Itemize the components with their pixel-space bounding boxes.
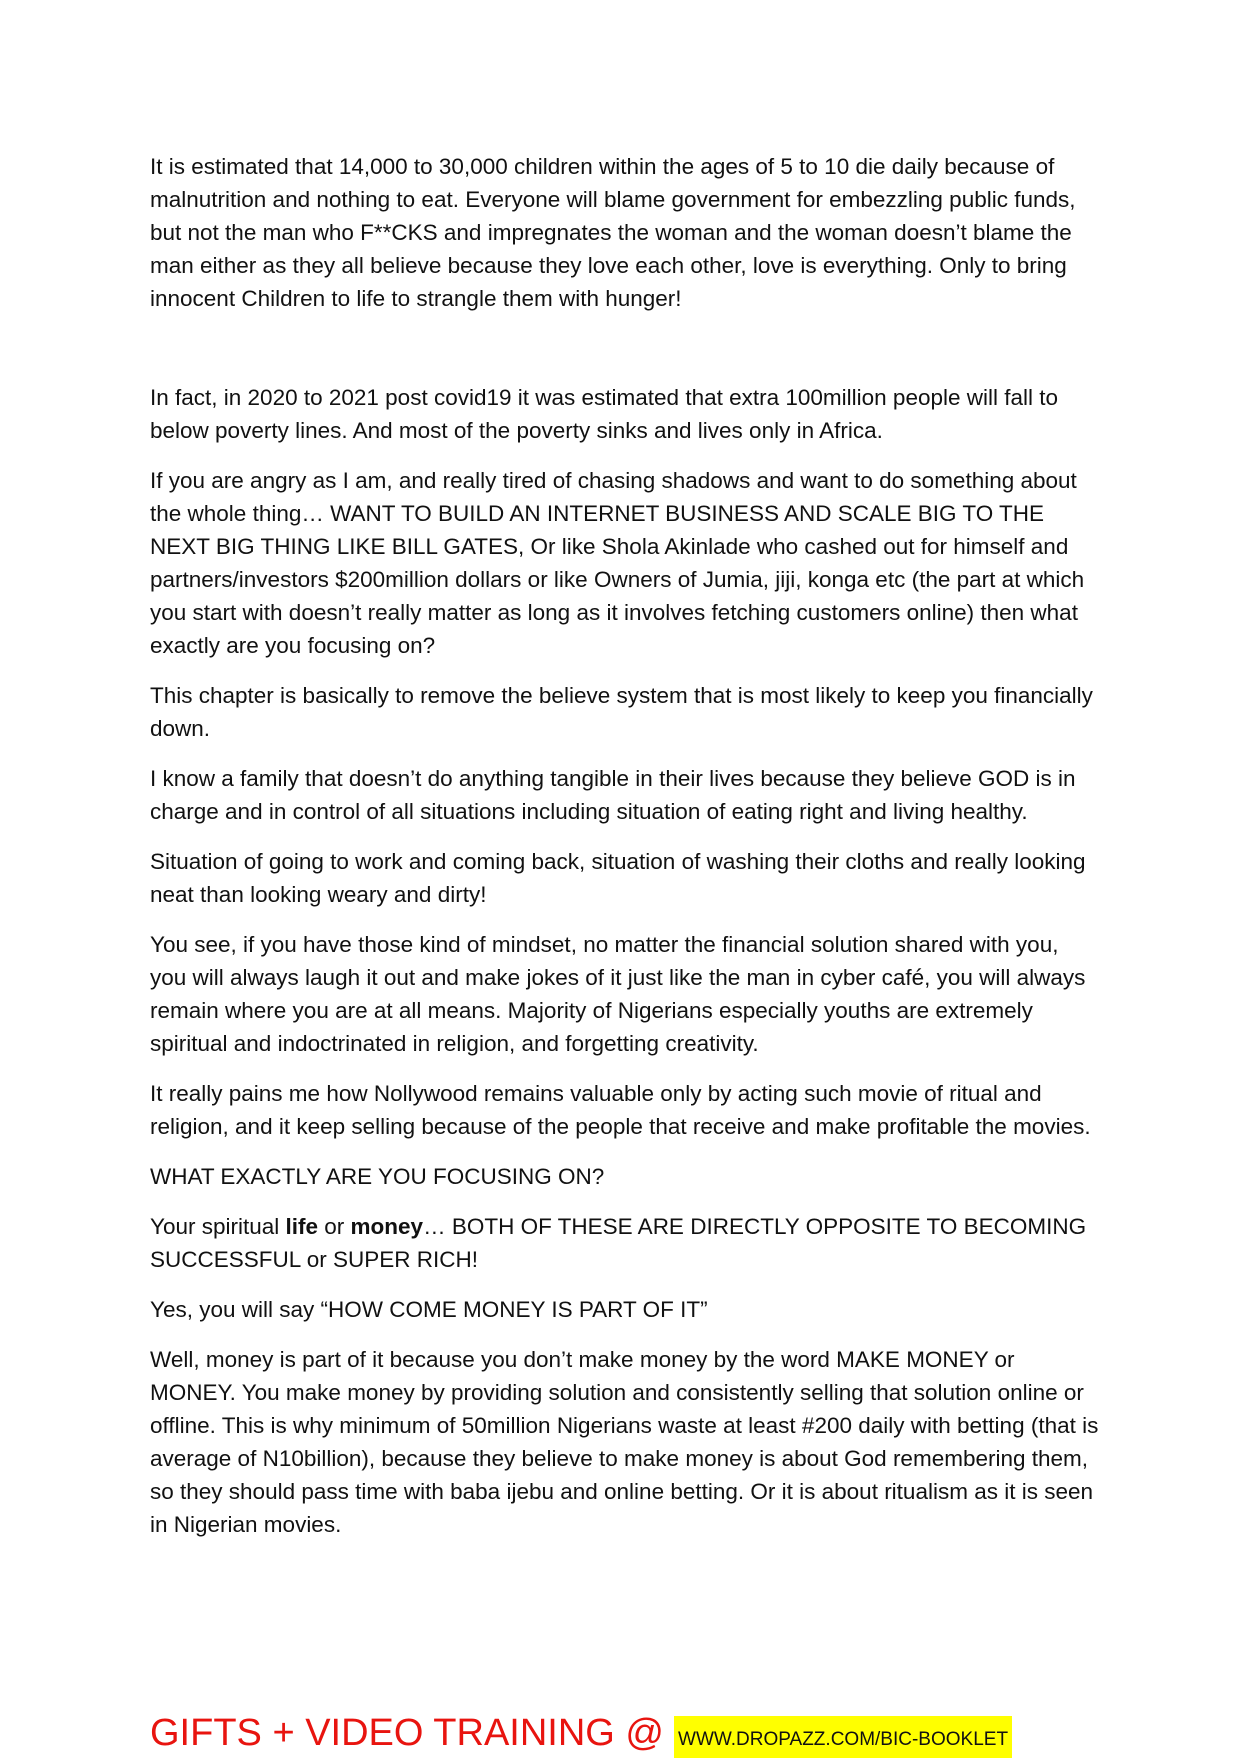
footer-banner — [150, 1712, 1012, 1758]
paragraph-mindset: You see, if you have those kind of mindset, no matter the financial solution shared with you, you will always laugh it out and make jokes of it just like the man in cyber café, you will always remain where you are at all means. Majority of Nigerians especially youths are extremely spiritual and indoctrinated in religion, and forgetting creativity. — [150, 932, 1086, 1056]
paragraph-poverty: In fact, in 2020 to 2021 post covid19 it was estimated that extra 100million people will fall to below poverty lines. And most of the poverty sinks and lives only in Africa. — [150, 385, 1059, 443]
paragraph-nollywood: It really pains me how Nollywood remains valuable only by acting such movie of ritual and religion, and it keep selling because of the people that receive and make profitable the movies. — [150, 1081, 1091, 1139]
paragraph-chapter-purpose: This chapter is basically to remove the believe system that is most likely to keep you financially down. — [150, 683, 1093, 741]
focus-middle: or — [318, 1214, 351, 1239]
focus-prefix: Your spiritual — [150, 1214, 286, 1239]
paragraph-situation: Situation of going to work and coming back, situation of washing their cloths and really looking neat than looking weary and dirty! — [150, 849, 1086, 907]
document-body — [150, 150, 1100, 1558]
paragraph-how-come: Yes, you will say “HOW COME MONEY IS PART OF IT” — [150, 1297, 708, 1322]
paragraph-internet-business: If you are angry as I am, and really tired of chasing shadows and want to do something about the whole thing… WANT TO BUILD AN INTERNET BUSINESS AND SCALE BIG TO THE NEXT BIG THING LIKE BILL GATES, Or like Shola Akinlade who cashed out for himself and partners/investors $200million dollars or like Owners of Jumia, jiji, konga etc (the part at which you start with doesn’t really matter as long as it involves fetching customers online) then what exactly are you focusing on? — [150, 468, 1085, 658]
footer-gifts-text: GIFTS + VIDEO TRAINING @ — [150, 1712, 665, 1754]
paragraph-focus-question: WHAT EXACTLY ARE YOU FOCUSING ON? — [150, 1164, 605, 1189]
focus-suffix: … BOTH OF THESE ARE DIRECTLY OPPOSITE TO BECOMING SUCCESSFUL or SUPER RICH! — [150, 1214, 1087, 1272]
paragraph-malnutrition: It is estimated that 14,000 to 30,000 children within the ages of 5 to 10 die daily because of malnutrition and nothing to eat. Everyone will blame government for embezzling public funds, but not the man who F**CKS and impregnates the woman and the woman doesn’t blame the man either as they all believe because they love each other, love is everything. Only to bring innocent Children to life to strangle them with hunger! — [150, 154, 1076, 311]
paragraph-spiritual-money — [150, 1210, 1100, 1276]
focus-bold-money: money — [350, 1214, 424, 1239]
footer-website-link[interactable]: WWW.DROPAZZ.COM/BIC-BOOKLET — [674, 1716, 1012, 1758]
paragraph-family: I know a family that doesn’t do anything tangible in their lives because they believe GOD is in charge and in control of all situations including situation of eating right and living healthy. — [150, 766, 1076, 824]
paragraph-money-solution: Well, money is part of it because you don’t make money by the word MAKE MONEY or MONEY. You make money by providing solution and consistently selling that solution online or offline. This is why minimum of 50million Nigerians waste at least #200 daily with betting (that is average of N10billion), because they believe to make money is about God remembering them, so they should pass time with baba ijebu and online betting. Or it is about ritualism as it is seen in Nigerian movies. — [150, 1347, 1099, 1537]
focus-bold-life: life — [285, 1214, 319, 1239]
